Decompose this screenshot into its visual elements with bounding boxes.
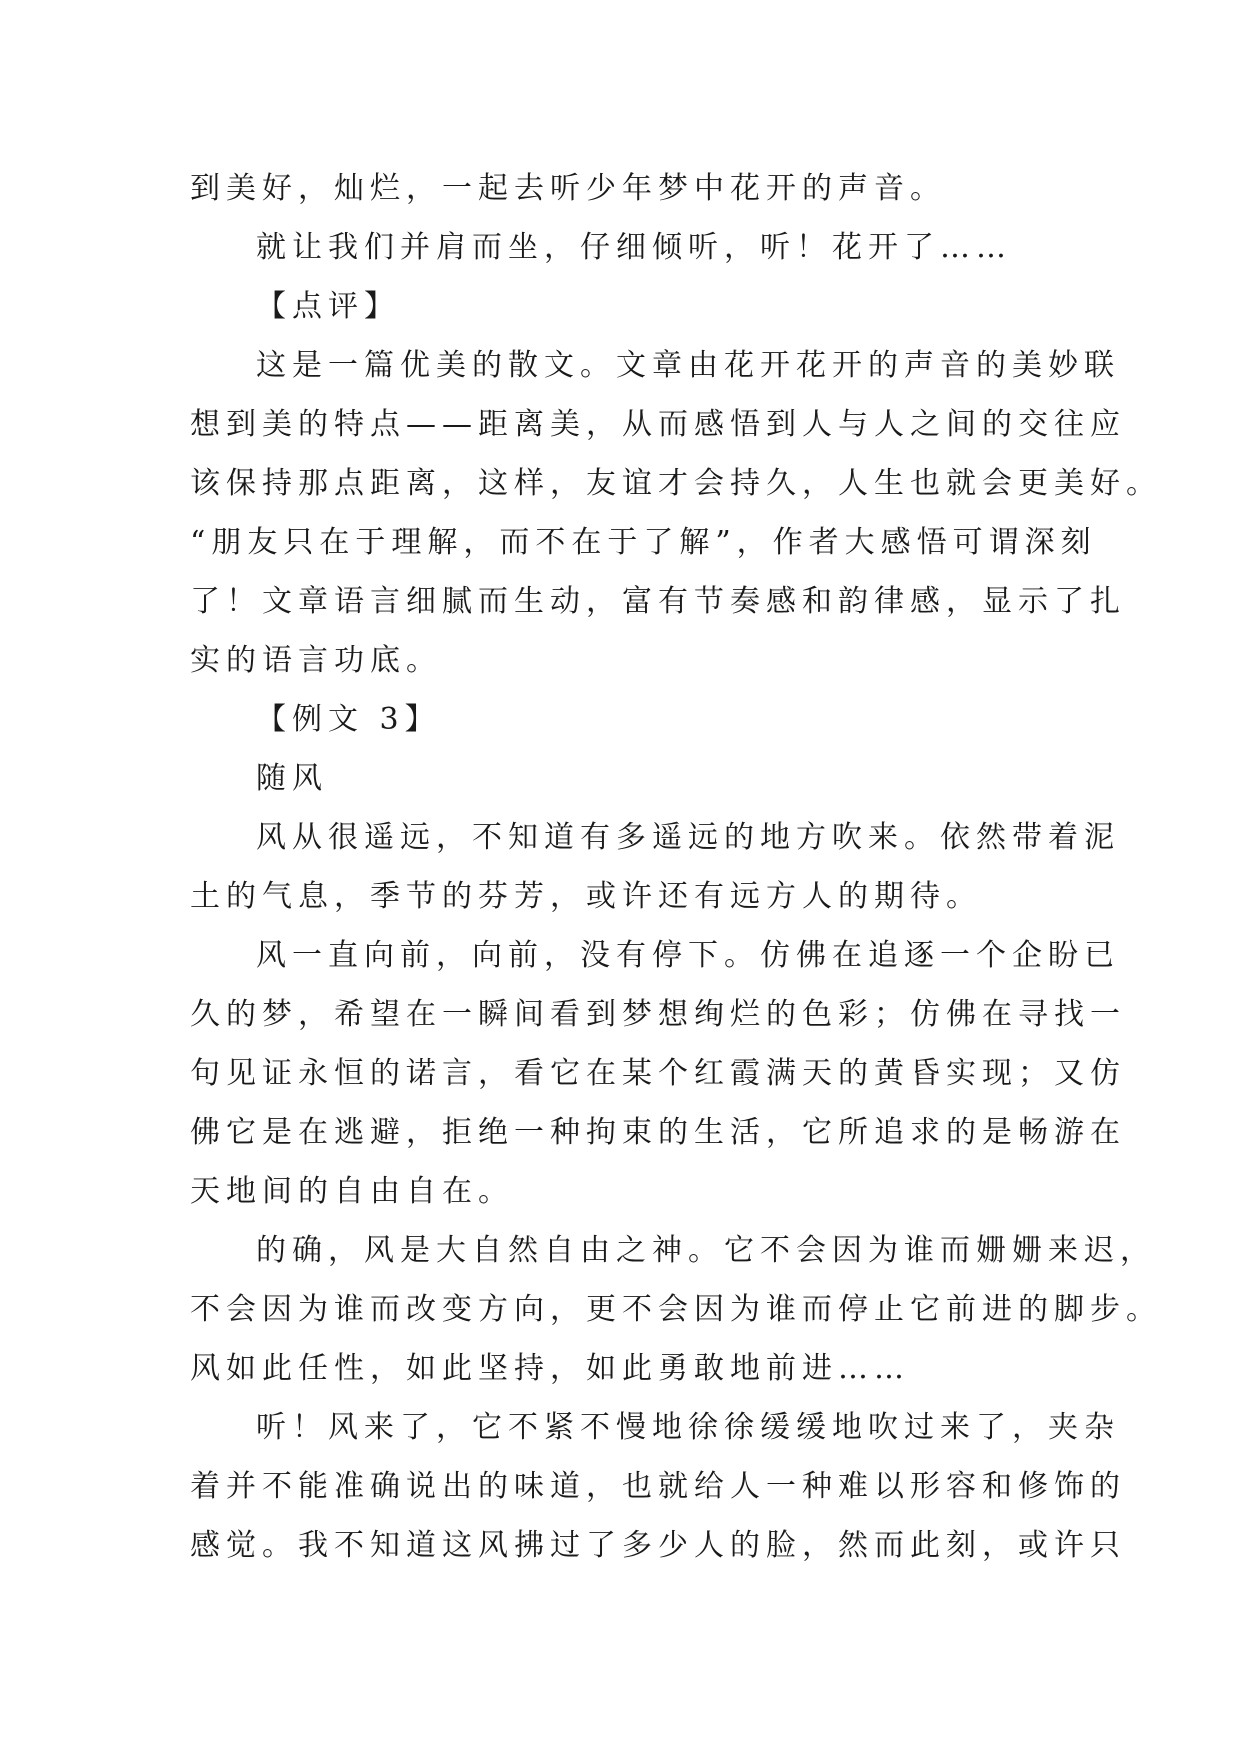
text-line: 实的语言功底。 [190,643,442,678]
text-line: “朋友只在于理解，而不在于了解”，作者大感悟可谓深刻 [190,525,1097,560]
text-line: 风一直向前，向前，没有停下。仿佛在追逐一个企盼已 [256,938,1120,973]
text-line: 想到美的特点——距离美，从而感悟到人与人之间的交往应 [190,407,1126,442]
text-line: 该保持那点距离，这样，友谊才会持久，人生也就会更美好。 [190,466,1162,501]
text-line: 着并不能准确说出的味道，也就给人一种难以形容和修饰的 [190,1469,1126,1504]
text-line: 的确，风是大自然自由之神。它不会因为谁而姗姗来迟， [256,1233,1156,1268]
text-line: 听！风来了，它不紧不慢地徐徐缓缓地吹过来了，夹杂 [256,1410,1120,1445]
text-line: 了！文章语言细腻而生动，富有节奏感和韵律感，显示了扎 [190,584,1126,619]
text-line: 到美好，灿烂，一起去听少年梦中花开的声音。 [190,171,946,206]
text-line: 不会因为谁而改变方向，更不会因为谁而停止它前进的脚步。 [190,1292,1162,1327]
text-line: 久的梦，希望在一瞬间看到梦想绚烂的色彩；仿佛在寻找一 [190,997,1126,1032]
text-line: 句见证永恒的诺言，看它在某个红霞满天的黄昏实现；又仿 [190,1056,1126,1091]
text-line: 天地间的自由自在。 [190,1174,514,1209]
text-line: 感觉。我不知道这风拂过了多少人的脸，然而此刻，或许只 [190,1528,1126,1563]
text-line: 这是一篇优美的散文。文章由花开花开的声音的美妙联 [256,348,1120,383]
text-line: 风如此任性，如此坚持，如此勇敢地前进…… [190,1351,910,1386]
section-heading-example: 【例文 3】 [256,702,441,737]
article-body [190,159,1162,1575]
text-line: 风从很遥远，不知道有多遥远的地方吹来。依然带着泥 [256,820,1120,855]
section-heading-comment: 【点评】 [256,289,400,324]
text-line: 土的气息，季节的芬芳，或许还有远方人的期待。 [190,879,982,914]
text-line: 佛它是在逃避，拒绝一种拘束的生活，它所追求的是畅游在 [190,1115,1126,1150]
text-line: 就让我们并肩而坐，仔细倾听，听！花开了…… [256,230,1012,265]
essay-title: 随风 [256,761,328,796]
